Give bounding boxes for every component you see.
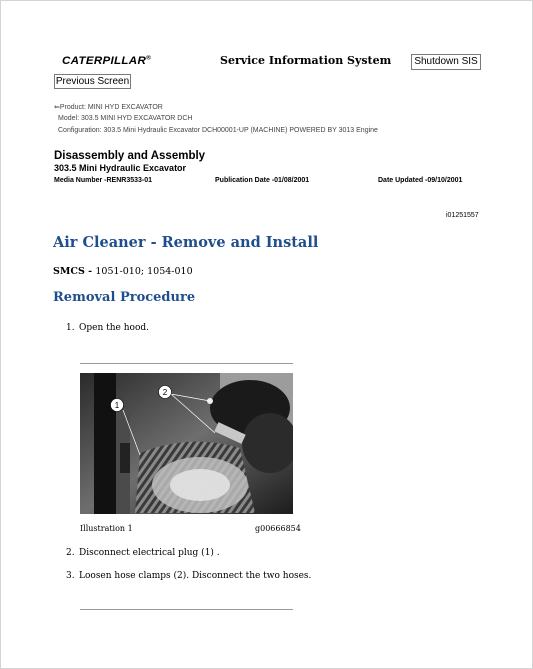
back-arrow-icon: ⇐ [54, 104, 60, 111]
document-id: i01251557 [446, 212, 479, 219]
step-text: Open the hood. [79, 323, 149, 333]
step-number: 3. [66, 571, 75, 581]
date-updated: Date Updated -09/10/2001 [378, 177, 463, 184]
smcs-label: SMCS - [53, 266, 96, 277]
media-number: Media Number -RENR3533-01 [54, 177, 153, 184]
caterpillar-logo [62, 55, 151, 67]
publication-date: Publication Date -01/08/2001 [215, 177, 310, 184]
logo-registered-mark: ® [146, 55, 152, 62]
procedure-title: Removal Procedure [53, 290, 196, 305]
step-text: Loosen hose clamps (2). Disconnect the two hoses. [79, 571, 312, 581]
step-text: Disconnect electrical plug (1) . [79, 548, 220, 558]
shutdown-sis-button[interactable]: Shutdown SIS [411, 54, 481, 70]
step-3 [66, 571, 311, 581]
step-number: 2. [66, 548, 75, 558]
system-title: Service Information System [220, 54, 392, 67]
divider [80, 609, 293, 610]
configuration-line: Configuration: 303.5 Mini Hydraulic Excavator DCH00001-UP (MACHINE) POWERED BY 3013 Engine [58, 127, 378, 134]
step-1 [66, 323, 149, 333]
step-2 [66, 548, 220, 558]
model-line: Model: 303.5 MINI HYD EXCAVATOR DCH [58, 115, 193, 122]
smcs-codes: 1051-010; 1054-010 [95, 266, 193, 277]
product-line[interactable] [54, 103, 163, 111]
illustration-caption: Illustration 1 [80, 524, 133, 533]
callout-2-label: 2 [162, 388, 168, 397]
divider [80, 363, 293, 364]
smcs-line [53, 266, 193, 277]
logo-text: CATERPILLAR [62, 55, 147, 67]
product-text: Product: MINI HYD EXCAVATOR [59, 104, 163, 111]
illustration-photo [80, 373, 293, 514]
callout-1-label: 1 [114, 401, 120, 410]
article-title: Air Cleaner - Remove and Install [53, 234, 319, 251]
graphic-id: g00666854 [255, 524, 301, 533]
step-number: 1. [66, 323, 75, 333]
section-title: Disassembly and Assembly [54, 150, 206, 162]
previous-screen-button[interactable]: Previous Screen [55, 76, 130, 87]
section-subtitle: 303.5 Mini Hydraulic Excavator [54, 163, 187, 173]
